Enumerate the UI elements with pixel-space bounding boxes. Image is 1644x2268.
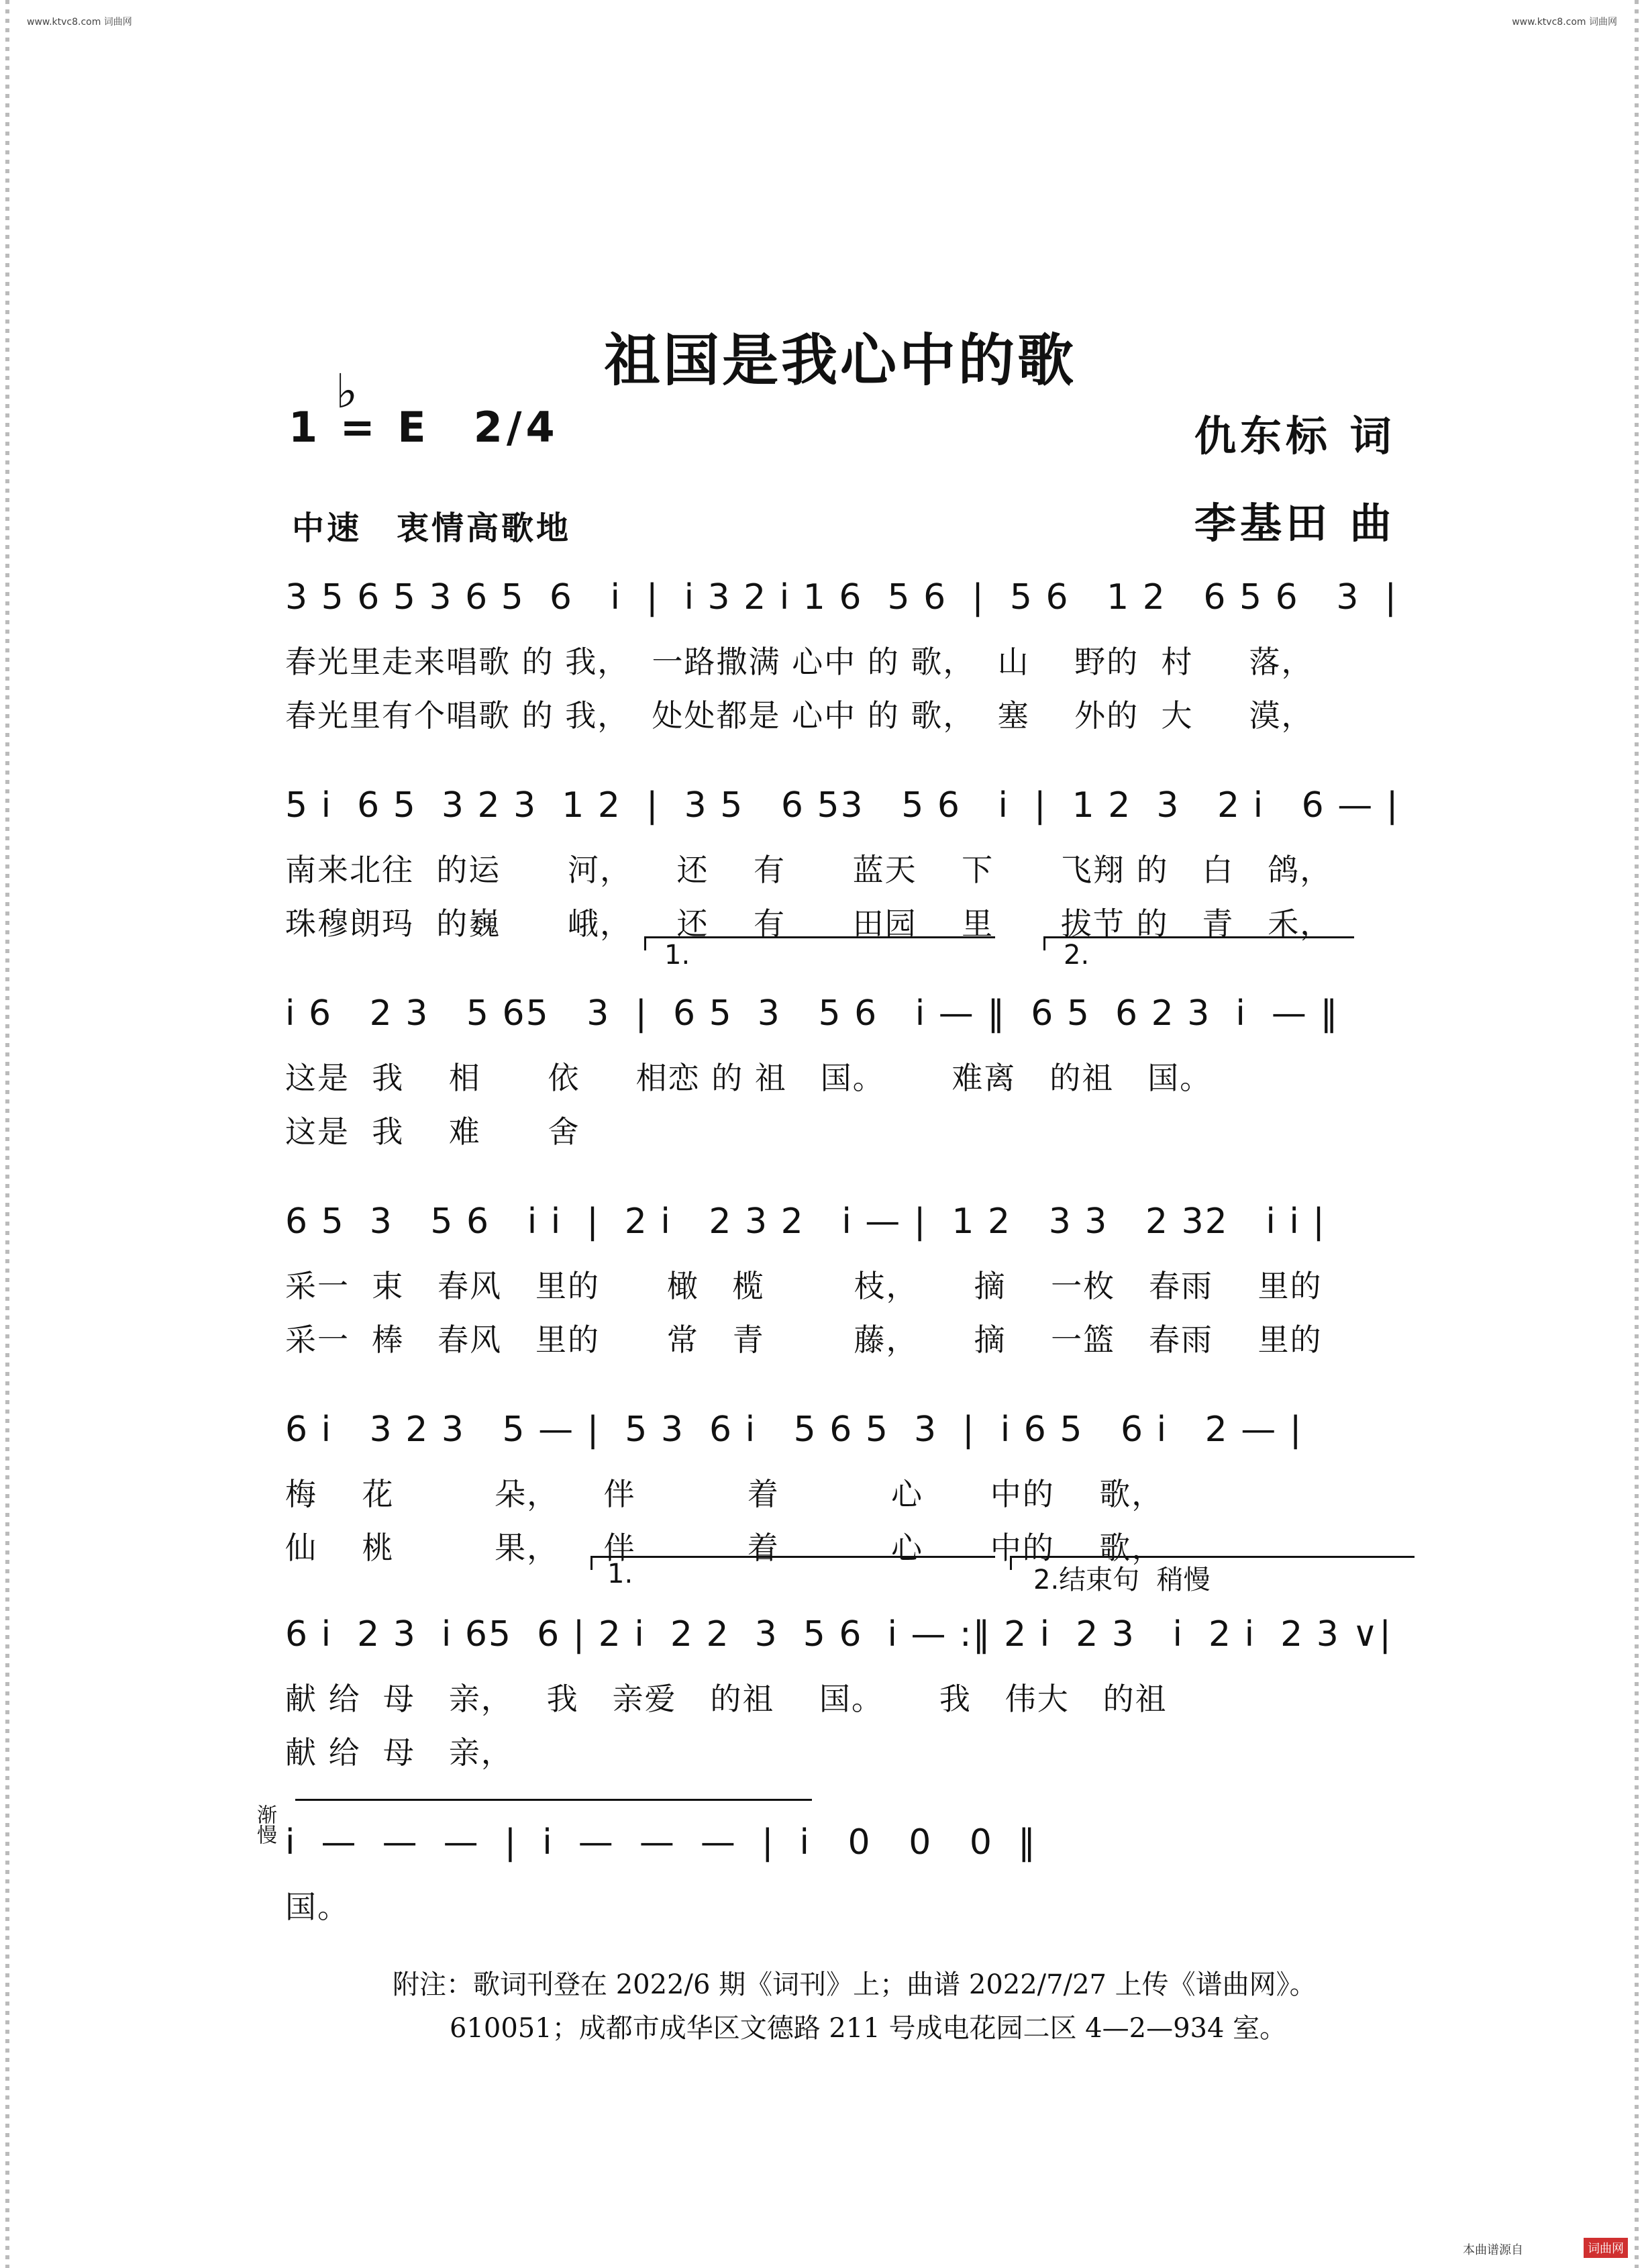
lyrics-verse-1: 梅 花 朵， 伴 着 心 中的 歌， [285, 1476, 1164, 1512]
music-system-6 [285, 1614, 1392, 1773]
tie-arc [295, 1799, 812, 1801]
key-label: 1 = E [289, 403, 430, 452]
first-ending-label-2: 1. [607, 1559, 633, 1589]
notation-line: 6 i 3 2 3 5 — | 5 3 6 i 5 6 5 3 | i 6 5 6 i 2 — | [285, 1410, 1303, 1450]
first-ending-bracket [644, 936, 995, 950]
notation-line: 5 i 6 5 3 2 3 1 2 | 3 5 6 53 5 6 i | 1 2 3 2 i 6 — | [285, 785, 1400, 826]
notation-line: 3 5 6 5 3 6 5 6 i | i 3 2 i 1 6 5 6 | 5 6 1 2 6 5 6 3 | [285, 577, 1398, 618]
lyrics-verse-1: 献 给 母 亲， 我 亲爱 的祖 国。 我 伟大 的祖 [285, 1681, 1168, 1717]
first-ending-label: 1. [664, 940, 690, 971]
lyrics-verse-2: 献 给 母 亲， [285, 1734, 513, 1771]
lyrics-verse-1: 国。 [285, 1889, 350, 1925]
music-system-4 [285, 1201, 1326, 1360]
song-title: 祖国是我心中的歌 [604, 328, 1077, 393]
header-right-watermark: www.ktvc8.com 词曲网 [1512, 17, 1617, 28]
lyrics-verse-2: 春光里有个唱歌 的 我， 处处都是 心中 的 歌， 塞 外的 大 漠， [285, 697, 1314, 734]
second-ending-label: 2. [1064, 940, 1090, 971]
music-system-7 [285, 1822, 1037, 1927]
right-edge-marks [1635, 0, 1639, 2268]
ritardando-mark: 渐慢 [253, 1804, 276, 1844]
music-system-5 [285, 1410, 1302, 1568]
key-signature [289, 364, 559, 452]
lyrics-verse-1: 这是 我 相 依 相恋 的 祖 国。 难离 的祖 国。 [285, 1060, 1213, 1096]
second-ending-label-2: 2.结束句 稍慢 [1033, 1565, 1211, 1595]
lyrics-verse-2: 这是 我 难 舍 [285, 1114, 580, 1150]
notation-line: i 6 2 3 5 65 3 | 6 5 3 5 6 i — ‖ 6 5 6 2 3 i — ‖ [285, 993, 1339, 1034]
source-label: 本曲谱源自 [1463, 2243, 1523, 2257]
source-brand-badge: 词曲网 [1584, 2238, 1628, 2258]
footnote-line-1: 附注：歌词刊登在 2022/6 期《词刊》上；曲谱 2022/7/27 上传《谱曲网》。 [393, 1969, 1317, 2000]
lyrics-verse-2: 采一 棒 春风 里的 常 青 藤， 摘 一篮 春雨 里的 [285, 1322, 1323, 1358]
music-system-2 [285, 785, 1399, 944]
lyricist-credit: 仇东标 词 [1194, 411, 1396, 460]
tempo-marking: 中速 衷情高歌地 [292, 509, 572, 547]
left-edge-marks [5, 0, 9, 2268]
lyrics-verse-1: 南来北往 的运 河， 还 有 蓝天 下 飞翔 的 白 鸽， [285, 852, 1333, 888]
time-signature: 2/4 [473, 403, 559, 452]
notation-line: 6 5 3 5 6 i i | 2 i 2 3 2 i — | 1 2 3 3 2 32 i i | [285, 1201, 1326, 1242]
lyrics-verse-1: 春光里走来唱歌 的 我， 一路撒满 心中 的 歌， 山 野的 村 落， [285, 644, 1314, 680]
music-system-1 [285, 577, 1398, 736]
lyrics-verse-1: 采一 束 春风 里的 橄 榄 枝， 摘 一枚 春雨 里的 [285, 1268, 1323, 1304]
notation-line: 6 i 2 3 i 65 6 | 2 i 2 2 3 5 6 i — :‖ 2 i 2 3 i 2 i 2 3 ∨| [285, 1614, 1392, 1655]
second-ending-bracket [1043, 936, 1354, 950]
flat-icon: ♭ [336, 364, 358, 419]
first-ending-bracket-2 [590, 1556, 995, 1570]
lyrics-verse-2: 仙 桃 果， 伴 着 心 中的 歌， [285, 1530, 1164, 1566]
footnote-line-2: 610051；成都市成华区文德路 211 号成电花园二区 4—2—934 室。 [450, 2013, 1287, 2044]
music-system-3 [285, 993, 1339, 1152]
composer-credit: 李基田 曲 [1194, 499, 1396, 548]
notation-line: i — — — | i — — — | i 0 0 0 ‖ [285, 1822, 1037, 1863]
lyrics-verse-2: 珠穆朗玛 的巍 峨， 还 有 田园 里 拔节 的 青 禾， [285, 905, 1333, 942]
header-left-watermark: www.ktvc8.com 词曲网 [27, 17, 132, 28]
